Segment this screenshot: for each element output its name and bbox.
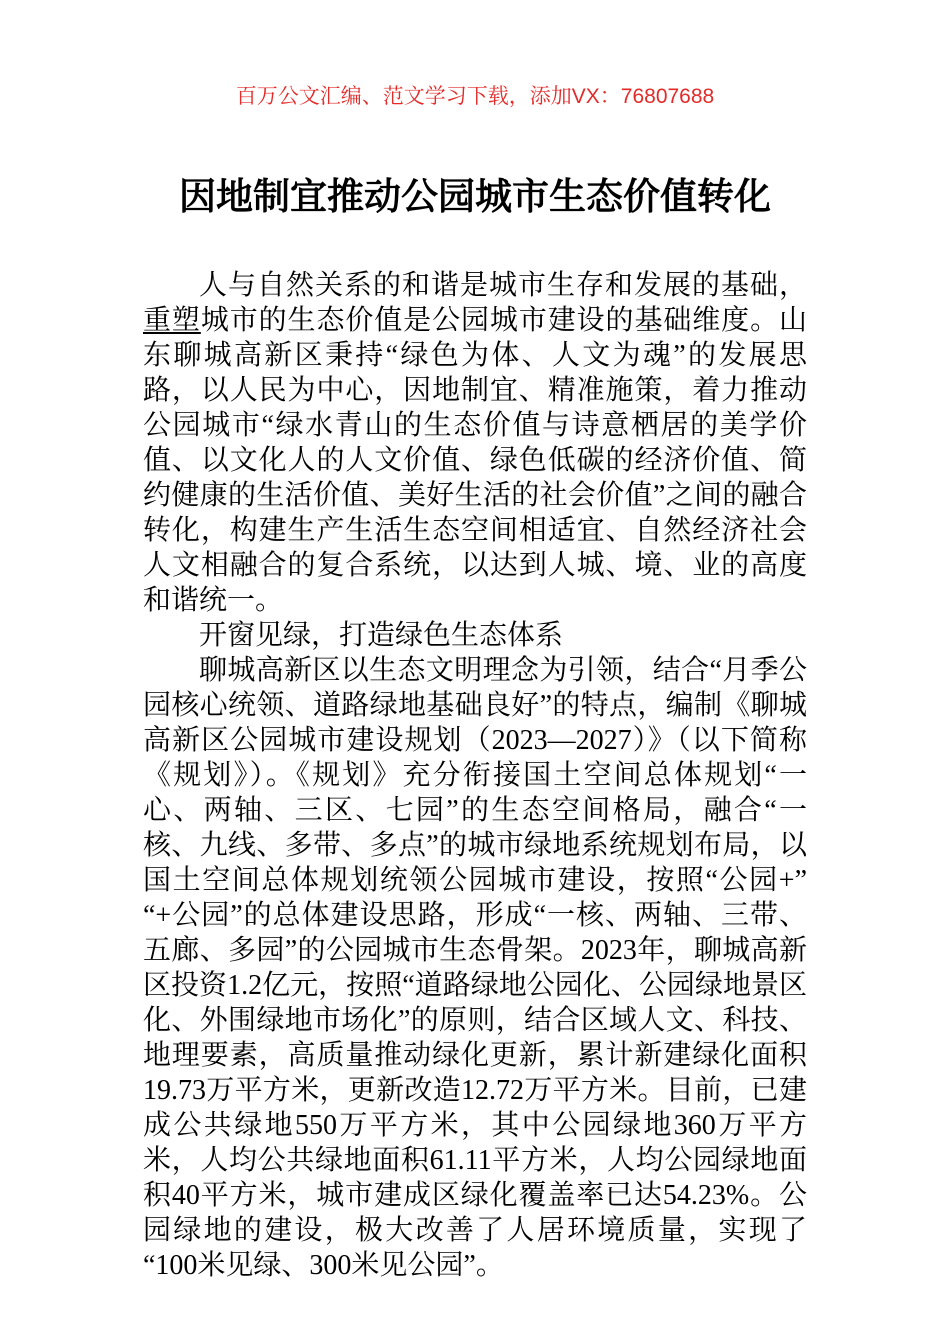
paragraph-intro-after-underline: 城市的生态价值是公园城市建设的基础维度。山东聊城高新区秉持“绿色为体、人文为魂”的发展思路，以人民为中心，因地制宜、精准施策，着力推动公园城市“绿水青山的生态价值与诗意栖居的美学价值、以文化人的人文价值、绿色低碳的经济价值、简约健康的生活价值、美好生活的社会价值”之间的融合转化，构建生产生活生态空间相适宜、自然经济社会人文相融合的复合系统，以达到人城、境、业的高度和谐统一。 bbox=[143, 305, 807, 616]
paragraph-intro-underlined-text: 重塑 bbox=[143, 305, 201, 336]
document-body bbox=[143, 268, 807, 1283]
document-title: 因地制宜推动公园城市生态价值转化 bbox=[179, 176, 771, 217]
paragraph-section-1: 聊城高新区以生态文明理念为引领，结合“月季公园核心统领、道路绿地基础良好”的特点，编制《聊城高新区公园城市建设规划（2023—2027）》（以下简称《规划》）。《规划》充分衔接国土空间总体规划“一心、两轴、三区、七园”的生态空间格局，融合“一核、九线、多带、多点”的城市绿地系统规划布局，以国土空间总体规划统领公园城市建设，按照“公园+”“+公园”的总体建设思路，形成“一核、两轴、三带、五廊、多园”的公园城市生态骨架。2023年，聊城高新区投资1.2亿元，按照“道路绿地公园化、公园绿地景区化、外围绿地市场化”的原则，结合区域人文、科技、地理要素，高质量推动绿化更新，累计新建绿化面积19.73万平方米，更新改造12.72万平方米。目前，已建成公共绿地550万平方米，其中公园绿地360万平方米，人均公共绿地面积61.11平方米，人均公园绿地面积40平方米，城市建成区绿化覆盖率已达54.23%。公园绿地的建设，极大改善了人居环境质量，实现了“100米见绿、300米见公园”。 bbox=[143, 655, 807, 1281]
paragraph-intro bbox=[143, 268, 807, 618]
section-subheading: 开窗见绿，打造绿色生态体系 bbox=[199, 620, 564, 651]
header-notice: 百万公文汇编、范文学习下载，添加VX：76807688 bbox=[235, 85, 715, 108]
paragraph-intro-before-underline: 人与自然关系的和谐是城市生存和发展的基础， bbox=[199, 270, 807, 301]
